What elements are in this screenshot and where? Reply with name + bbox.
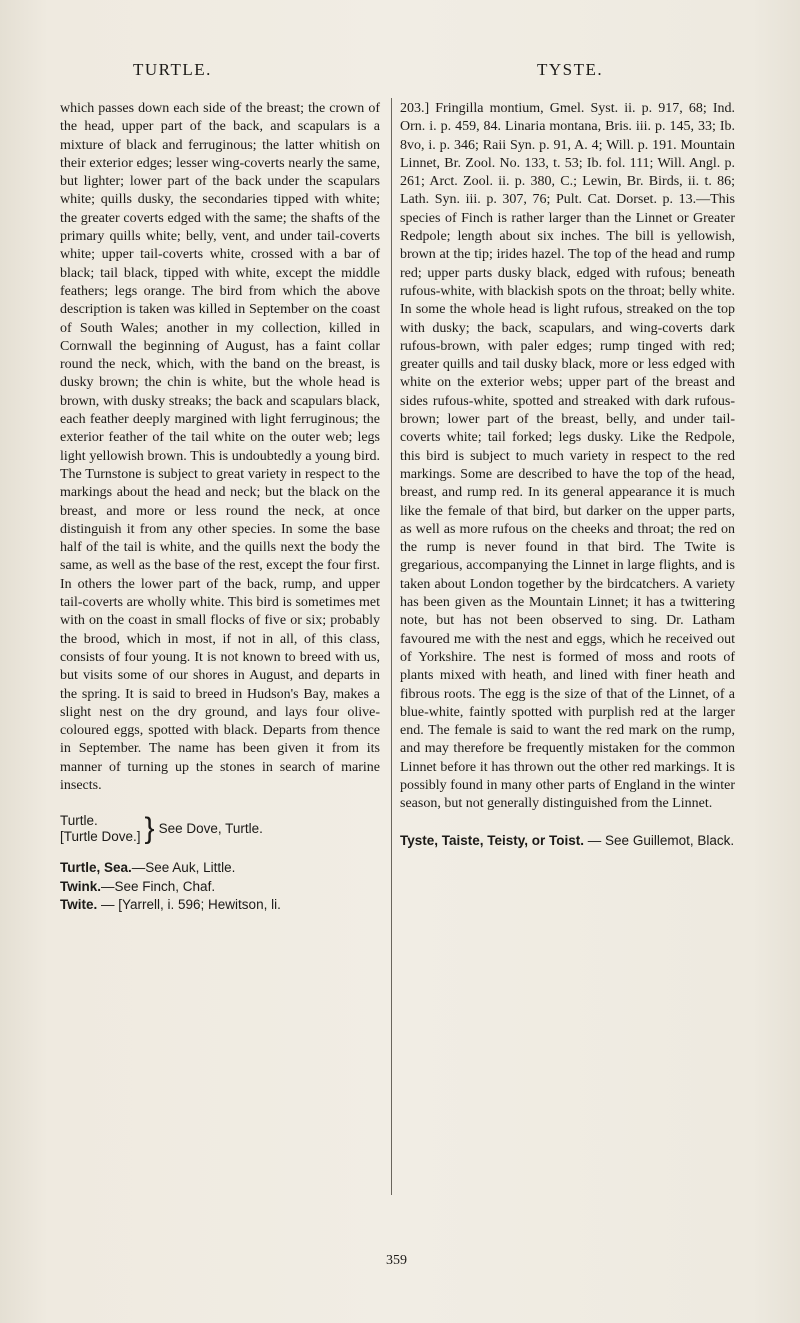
brace-glyph: } xyxy=(144,812,155,846)
xref-twink xyxy=(60,878,380,896)
xref-text: —See Finch, Chaf. xyxy=(101,878,216,894)
xref-twite xyxy=(60,896,380,914)
page-number: 359 xyxy=(386,1253,407,1268)
turtle-cross-reference xyxy=(60,813,380,845)
running-head-left: TURTLE. xyxy=(133,60,212,79)
xref-head: Twink. xyxy=(60,878,102,894)
xref-tyste xyxy=(400,832,735,850)
brace-target: See Dove, Turtle. xyxy=(158,821,263,837)
xref-head: Twite. xyxy=(60,896,98,912)
xref-head: Tyste, Taiste, Teisty, or Toist. xyxy=(400,832,585,848)
brace-entry-turtle-dove: [Turtle Dove.] xyxy=(60,829,141,845)
column-divider xyxy=(391,98,392,1195)
right-column xyxy=(400,100,735,850)
xref-text: —See Auk, Little. xyxy=(131,860,236,876)
left-column xyxy=(60,100,380,914)
xref-text: — [Yarrell, i. 596; Hewitson, li. xyxy=(97,896,281,912)
brace-entry-list xyxy=(60,813,141,845)
xref-turtle-sea xyxy=(60,859,380,877)
brace-entry-turtle: Turtle. xyxy=(60,813,98,829)
spacer xyxy=(60,795,380,813)
twite-entry-text: 203.] Fringilla montium, Gmel. Syst. ii. p. 917, 68; Ind. Orn. i. p. 459, 84. Linaria montana, Bris. iii. p. 145, 33; Ib. 8vo, i. p. 346; Raii Syn. p. 91, A. 4; Will. p. 191. Mountain Linnet, Br. Zool. No. 133, t. 53; Ib. fol. 111; Will. Angl. p. 261; Arct. Zool. ii. p. 380, C.; Lewin, Br. Birds, ii. t. 86; Lath. Syn. iii. p. 307, 76; Pult. Cat. Dorset. p. 13.—This species of Finch is rather larger than the Linnet or Greater Redpole; length about six inches. The bill is yellowish, brown at the tip; irides hazel. The top of the head and rump red; upper parts dusky black, edged with rufous; beneath rufous-white, with blackish spots on the throat; belly white. In some the whole head is light rufous, streaked on the top with dusky; the back, scapulars, and wing-coverts dark rufous-brown, with paler edges; rump tinged with red; greater quills and tail dusky black, more or less edged with white on the exterior webs; upper part of the breast and sides rufous-white, spotted and streaked with dark rufous-brown; lower part of the breast, belly, and under tail-coverts white; tail forked; legs dusky. Like the Redpole, this bird is subject to much variety in respect to the red markings. Some are described to have the top of the head, breast, and rump red. In its general appearance it is much like the female of that bird, but darker on the upper parts, as well as more rufous on the cheeks and throat; the red on the rump is never found in that bird. The Twite is gregarious, accompanying the Linnet in large flights, and is taken about London together by the birdcatchers. A variety has been given as the Mountain Linnet; it has a twittering note, but has not been observed to sing. Dr. Latham favoured me with the nest and eggs, which he received out of Yorkshire. The nest is formed of moss and roots of plants mixed with heath, and lined with finer heath and fibrous roots. The egg is the size of that of the Linnet, of a blue-white, faintly spotted with purplish red at the larger end. The female is said to want the red mark on the rump, and may therefore be frequently mistaken for the common Linnet before it has thrown out the other red markings. It is possibly found in many other parts of England in the winter season, but not generally distinguished from the Linnet. xyxy=(400,101,735,812)
spacer xyxy=(400,814,735,832)
xref-head: Turtle, Sea. xyxy=(60,860,132,876)
xref-text: — See Guillemot, Black. xyxy=(584,832,735,848)
turnstone-entry-text: which passes down each side of the breast; the crown of the head, upper part of the back, and scapulars is a mixture of black and ferruginous; the latter whitish on their exterior edges; lesser wing-coverts nearly the same, but lighter; lower part of the back under the scapulars white; quills dusky, the secondaries tipped with white; the greater coverts edged with the same; the shafts of the primary quills white; belly, vent, and under tail-coverts white; upper tail-coverts white, crossed with a bar of black; tail black, tipped with white, except the middle feathers; legs orange. The bird from which the above description is taken was killed in September on the coast of South Wales; another in my collection, killed in Cornwall the beginning of August, has a faint collar round the neck, which, with the band on the breast, is dusky brown; the chin is white, but the whole head is brown, with dusky streaks; the back and scapulars black, each feather deeply margined with light ferruginous; the exterior feather of the tail white on the outer web; legs light yellowish brown. This is undoubtedly a young bird. The Turnstone is subject to great variety in respect to the markings about the head and neck; but the black on the breast, and more or less round the neck, at once distinguish it from any other species. In some the base half of the tail is white, and the quills next the body the same, as well as the base of the rest, except the four first. In others the lower part of the back, rump, and upper tail-coverts are wholly white. This bird is sometimes met with on the coast in small flocks of five or six; probably the brood, which in most, if not in all, of this class, consists of four young. It is not known to breed with us, but visits some of our shores in August, and departs in the spring. It is said to breed in Hudson's Bay, makes a slight nest on the dry ground, and lays four olive-coloured eggs, spotted with black. Departs from thence in September. The name has been given it from its manner of turning up the stones in search of marine insects. xyxy=(60,101,380,793)
running-head-right: TYSTE. xyxy=(537,60,604,79)
